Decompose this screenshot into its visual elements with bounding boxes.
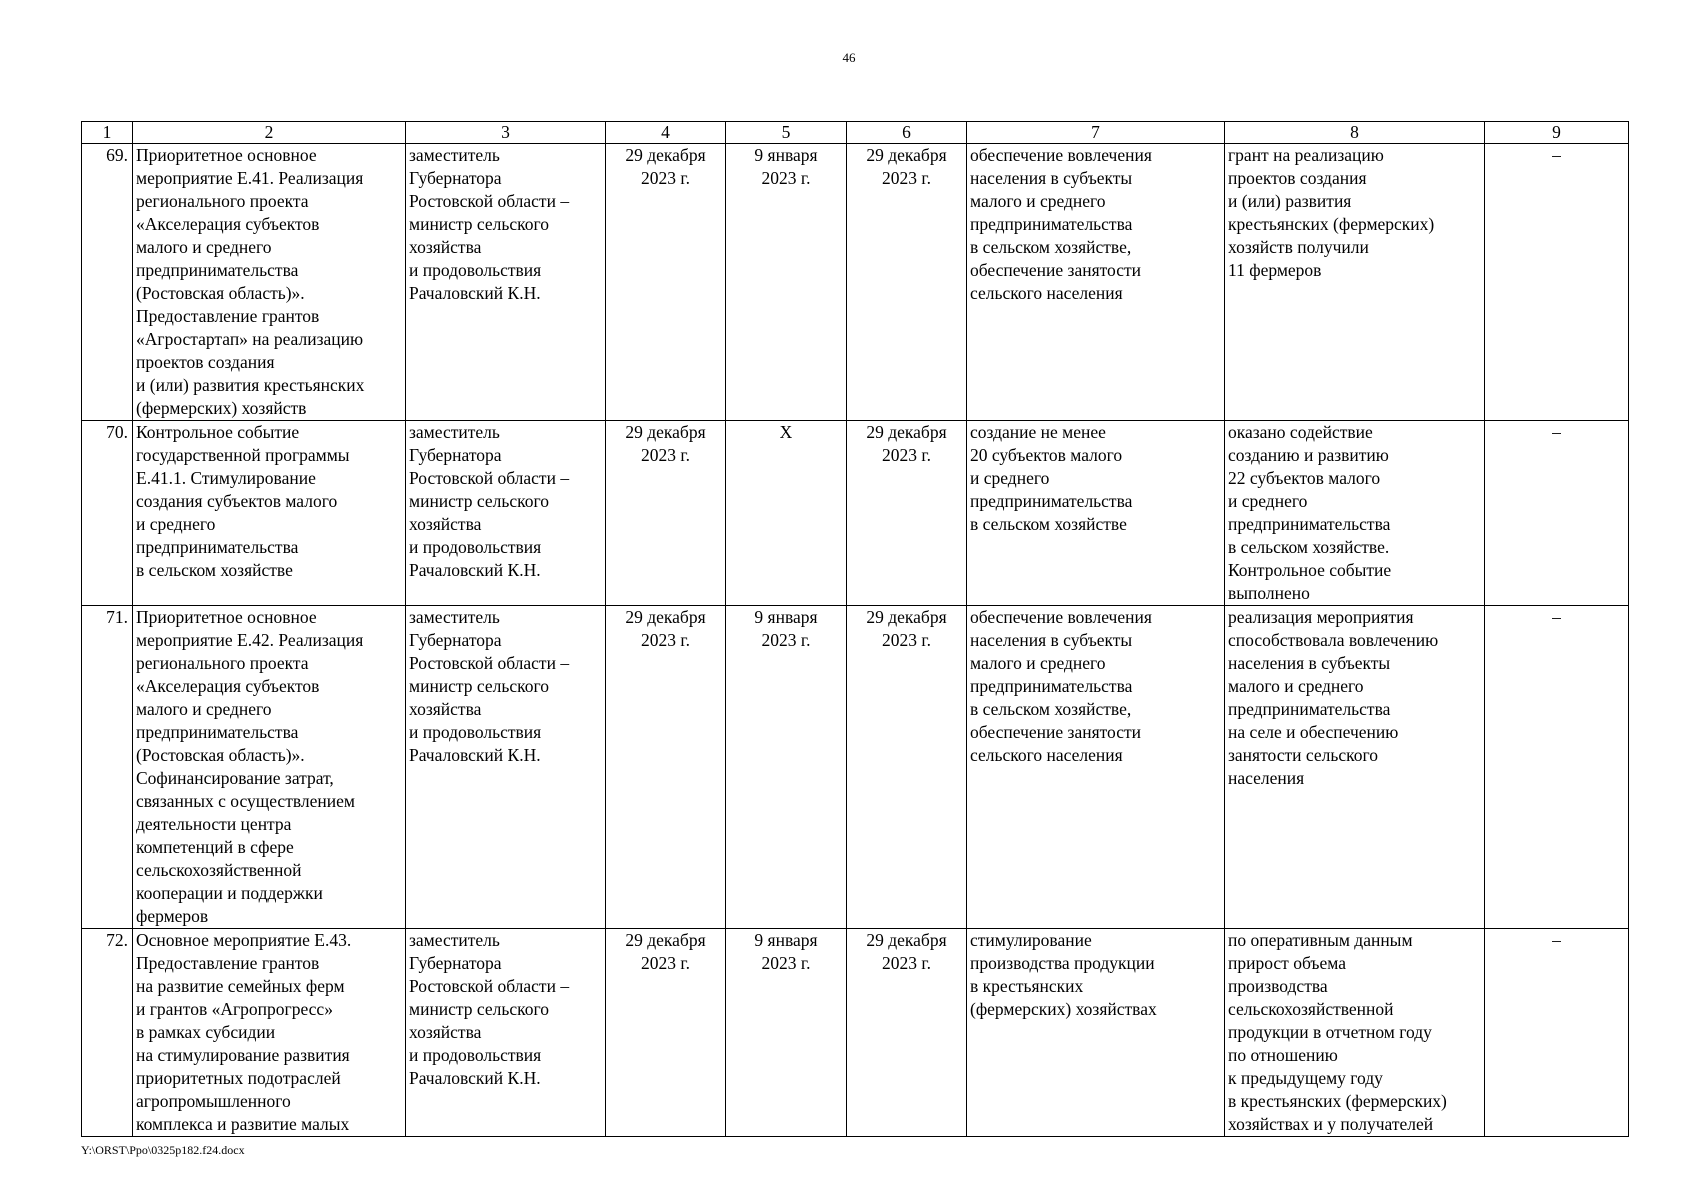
header-cell: 2 bbox=[133, 122, 406, 144]
header-cell: 6 bbox=[847, 122, 967, 144]
table-row bbox=[82, 606, 1629, 929]
actual-result: по оперативным данным прирост объема производства сельскохозяйственной продукции в отчетном году по отношению к предыдущему году в крестьянских (фермерских) хозяйствах и у получателей bbox=[1225, 929, 1485, 1137]
header-cell: 1 bbox=[82, 122, 133, 144]
header-cell: 9 bbox=[1485, 122, 1629, 144]
row-number: 69. bbox=[82, 144, 133, 421]
header-cell: 7 bbox=[967, 122, 1225, 144]
header-cell: 8 bbox=[1225, 122, 1485, 144]
end-date: 29 декабря 2023 г. bbox=[847, 144, 967, 421]
table-row bbox=[82, 421, 1629, 606]
col9-value: – bbox=[1485, 606, 1629, 929]
col9-value: – bbox=[1485, 144, 1629, 421]
file-path-footer: Y:\ORST\Ppo\0325p182.f24.docx bbox=[81, 1143, 245, 1157]
event-name: Основное мероприятие Е.43. Предоставление грантов на развитие семейных ферм и грантов «Агропрогресс» в рамках субсидии на стимулирование развития приоритетных подотраслей агропромышленного комплекса и развитие малых bbox=[133, 929, 406, 1137]
start-date: 9 января 2023 г. bbox=[726, 144, 847, 421]
header-cell: 4 bbox=[606, 122, 726, 144]
table-row bbox=[82, 929, 1629, 1137]
expected-result: обеспечение вовлечения населения в субъекты малого и среднего предпринимательства в сельском хозяйстве, обеспечение занятости сельского населения bbox=[967, 144, 1225, 421]
event-name: Контрольное событие государственной программы Е.41.1. Стимулирование создания субъектов малого и среднего предпринимательства в сельском хозяйстве bbox=[133, 421, 406, 606]
plan-date: 29 декабря 2023 г. bbox=[606, 929, 726, 1137]
responsible: заместитель Губернатора Ростовской области – министр сельского хозяйства и продовольствия Рачаловский К.Н. bbox=[406, 606, 606, 929]
start-date: 9 января 2023 г. bbox=[726, 929, 847, 1137]
responsible: заместитель Губернатора Ростовской области – министр сельского хозяйства и продовольствия Рачаловский К.Н. bbox=[406, 144, 606, 421]
plan-date: 29 декабря 2023 г. bbox=[606, 421, 726, 606]
header-cell: 5 bbox=[726, 122, 847, 144]
col9-value: – bbox=[1485, 421, 1629, 606]
plan-date: 29 декабря 2023 г. bbox=[606, 606, 726, 929]
actual-result: реализация мероприятия способствовала вовлечению населения в субъекты малого и среднего предпринимательства на селе и обеспечению занятости сельского населения bbox=[1225, 606, 1485, 929]
expected-result: обеспечение вовлечения населения в субъекты малого и среднего предпринимательства в сельском хозяйстве, обеспечение занятости сельского населения bbox=[967, 606, 1225, 929]
responsible: заместитель Губернатора Ростовской области – министр сельского хозяйства и продовольствия Рачаловский К.Н. bbox=[406, 421, 606, 606]
report-table bbox=[81, 121, 1629, 1137]
plan-date: 29 декабря 2023 г. bbox=[606, 144, 726, 421]
responsible: заместитель Губернатора Ростовской области – министр сельского хозяйства и продовольствия Рачаловский К.Н. bbox=[406, 929, 606, 1137]
table-row bbox=[82, 144, 1629, 421]
actual-result: оказано содействие созданию и развитию 22 субъектов малого и среднего предпринимательства в сельском хозяйстве. Контрольное событие выполнено bbox=[1225, 421, 1485, 606]
end-date: 29 декабря 2023 г. bbox=[847, 606, 967, 929]
header-row bbox=[82, 122, 1629, 144]
start-date: Х bbox=[726, 421, 847, 606]
event-name: Приоритетное основное мероприятие Е.42. Реализация регионального проекта «Акселерация субъектов малого и среднего предпринимательства (Ростовская область)». Софинансирование затрат, связанных с осуществлением деятельности центра компетенций в сфере сельскохозяйственной кооперации и поддержки фермеров bbox=[133, 606, 406, 929]
header-cell: 3 bbox=[406, 122, 606, 144]
expected-result: стимулирование производства продукции в крестьянских (фермерских) хозяйствах bbox=[967, 929, 1225, 1137]
event-name: Приоритетное основное мероприятие Е.41. Реализация регионального проекта «Акселерация субъектов малого и среднего предпринимательства (Ростовская область)». Предоставление грантов «Агростартап» на реализацию проектов создания и (или) развития крестьянских (фермерских) хозяйств bbox=[133, 144, 406, 421]
row-number: 70. bbox=[82, 421, 133, 606]
row-number: 71. bbox=[82, 606, 133, 929]
row-number: 72. bbox=[82, 929, 133, 1137]
end-date: 29 декабря 2023 г. bbox=[847, 929, 967, 1137]
page-number: 46 bbox=[842, 50, 856, 65]
end-date: 29 декабря 2023 г. bbox=[847, 421, 967, 606]
col9-value: – bbox=[1485, 929, 1629, 1137]
expected-result: создание не менее 20 субъектов малого и среднего предпринимательства в сельском хозяйстве bbox=[967, 421, 1225, 606]
start-date: 9 января 2023 г. bbox=[726, 606, 847, 929]
actual-result: грант на реализацию проектов создания и (или) развития крестьянских (фермерских) хозяйств получили 11 фермеров bbox=[1225, 144, 1485, 421]
